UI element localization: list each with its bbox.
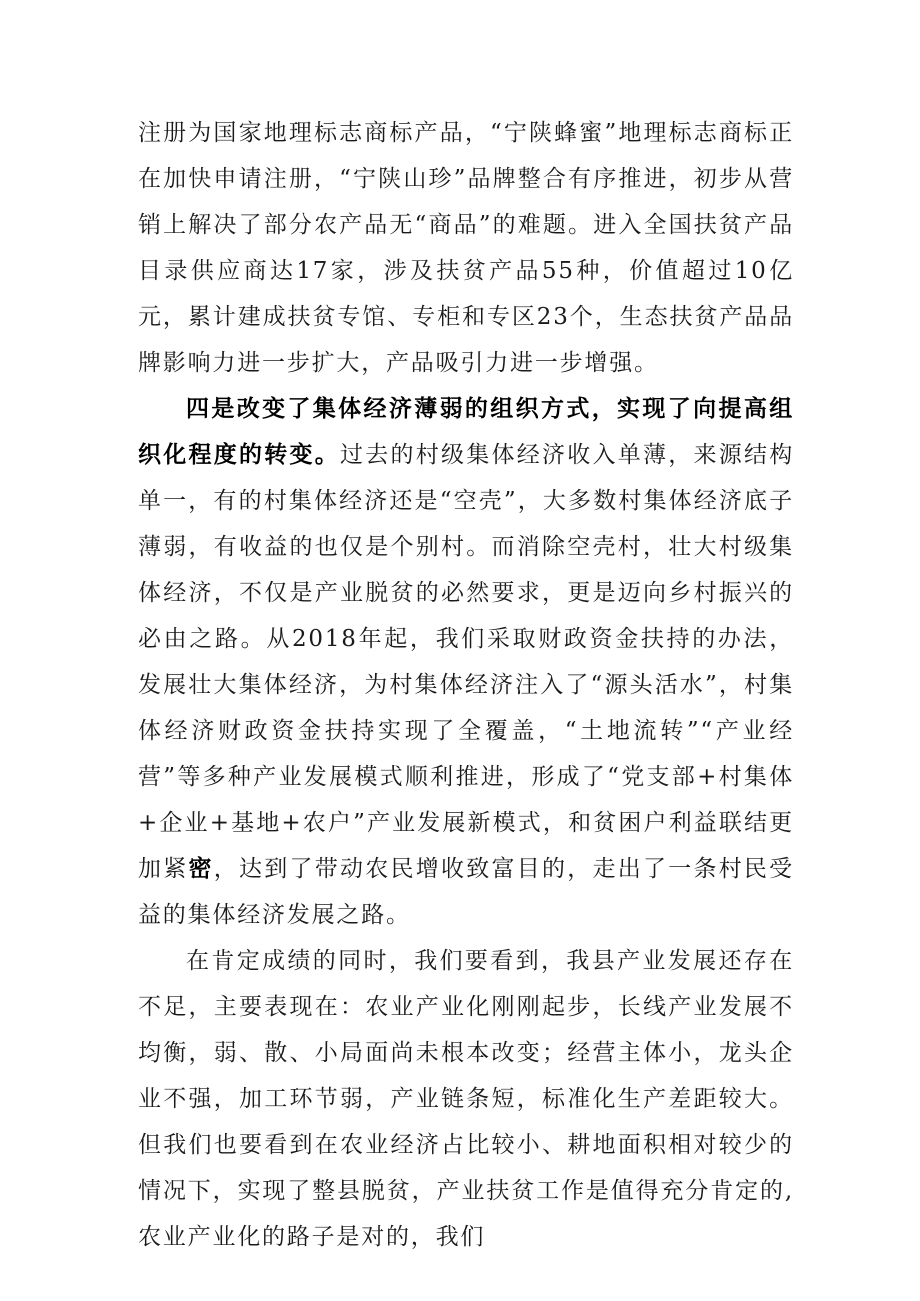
paragraph-brand-products <box>138 110 794 386</box>
bold-character: 密 <box>188 855 214 882</box>
paragraph-text: 在肯定成绩的同时，我们要看到，我县产业发展还存在不足，主要表现在：农业产业化刚刚起步，长线产业发展不均衡，弱、散、小局面尚未根本改变；经营主体小，龙头企业不强，加工环节弱，产业链条短，标准化生产差距较大。但我们也要看到在农业经济占比较小、耕地面积相对较少的情况下，实现了整县脱贫，产业扶贫工作是值得充分肯定的,农业产业化的路子是对的，我们 <box>138 948 794 1250</box>
paragraph-text: 注册为国家地理标志商标产品，“宁陕蜂蜜”地理标志商标正在加快申请注册，“宁陕山珍”品牌整合有序推进，初步从营销上解决了部分农产品无“商品”的难题。进入全国扶贫产品目录供应商达17家，涉及扶贫产品55种，价值超过10亿元，累计建成扶贫专馆、专柜和专区23个，生态扶贫产品品牌影响力进一步扩大，产品吸引力进一步增强。 <box>138 120 794 376</box>
paragraph-collective-economy <box>138 386 794 938</box>
document-body <box>138 110 794 1260</box>
paragraph-shortcomings <box>138 938 794 1260</box>
paragraph-heading-bold: 四是改变了集体经济薄弱的组织方式，实现了向提高组织化程度的转变。 <box>138 395 794 468</box>
paragraph-text: 过去的村级集体经济收入单薄，来源结构单一，有的村集体经济还是“空壳”，大多数村集体经济底子薄弱，有收益的也仅是个别村。而消除空壳村，壮大村级集体经济，不仅是产业脱贫的必然要求，更是迈向乡村振兴的必由之路。从2018年起，我们采取财政资金扶持的办法，发展壮大集体经济，为村集体经济注入了“源头活水”，村集体经济财政资金扶持实现了全覆盖，“土地流转”“产业经营”等多种产业发展模式顺利推进，形成了“党支部+村集体+企业+基地+农户”产业发展新模式，和贫困户利益联结更加紧 <box>138 442 794 882</box>
paragraph-text-tail: ，达到了带动农民增收致富目的，走出了一条村民受益的集体经济发展之路。 <box>138 856 794 928</box>
